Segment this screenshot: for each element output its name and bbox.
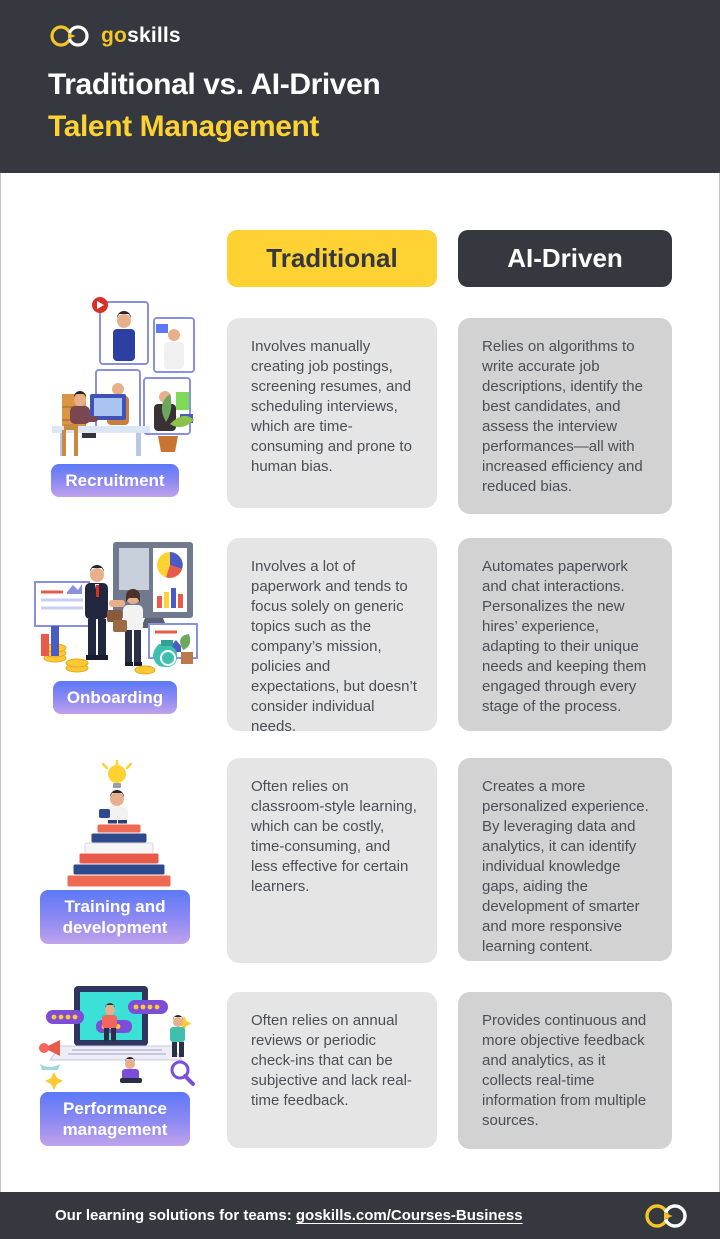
laptop-feedback-ratings-icon [38,984,198,1090]
footer-link[interactable]: goskills.com/Courses-Business [295,1207,523,1224]
column-header-traditional: Traditional [227,230,437,287]
goskills-infinity-icon-footer [642,1201,690,1231]
handshake-analytics-icon [33,538,198,678]
row-label-recruitment: Recruitment [51,464,178,497]
onboarding-traditional-card: Involves a lot of paperwork and tends to focus solely on generic topics such as the company’s mission, policies and expectations, but doesn’t consider individual needs. [227,538,437,731]
performance-ai-card: Provides continuous and more objective feedback and analytics, as it collects real-time information from multiple sources. [458,992,672,1149]
column-header-ai-driven: AI-Driven [458,230,672,287]
recruitment-ai-card: Relies on algorithms to write accurate job descriptions, identify the best candidates, and assess the interview performances—all with increased efficiency and reduced bias. [458,318,672,514]
header [0,0,720,173]
performance-traditional-card: Often relies on annual reviews or periodic check-ins that can be subjective and lack real-time feedback. [227,992,437,1148]
title-line-2: Talent Management [48,110,320,143]
book-stack-lightbulb-icon [55,760,180,888]
row-label-training-wrap [35,890,195,944]
row-label-performance: Performance management [40,1092,190,1146]
training-ai-card: Creates a more personalized experience. By leveraging data and analytics, it can identify individual knowledge gaps, aiding the development of smarter and more responsive learning content. [458,758,672,961]
goskills-logo [48,22,181,50]
training-traditional-card: Often relies on classroom-style learning, which can be costly, time-consuming, and less effective for certain learners. [227,758,437,963]
row-label-training: Training and development [40,890,190,944]
recruitment-traditional-card: Involves manually creating job postings, screening resumes, and scheduling interviews, which are time-consuming and prone to human bias. [227,318,437,508]
footer [0,1192,720,1239]
recruiter-video-interview-icon [38,296,198,460]
recruitment-illustration [38,296,198,465]
row-label-performance-wrap [35,1092,195,1146]
title-line-1: Traditional vs. AI-Driven [48,68,381,101]
onboarding-illustration [33,538,198,683]
goskills-infinity-icon [48,22,92,50]
row-label-recruitment-wrap [35,464,195,497]
performance-illustration [38,984,198,1095]
row-label-onboarding: Onboarding [53,681,177,714]
training-illustration [55,760,180,893]
goskills-logo-text: goskills [101,24,181,47]
row-label-onboarding-wrap [35,681,195,714]
footer-text [55,1207,523,1224]
onboarding-ai-card: Automates paperwork and chat interactions. Personalizes the new hires’ experience, adapting to their unique needs and keeping them engaged through every stage of the process. [458,538,672,731]
page-title [48,64,380,148]
footer-text-prefix: Our learning solutions for teams: [55,1207,296,1224]
